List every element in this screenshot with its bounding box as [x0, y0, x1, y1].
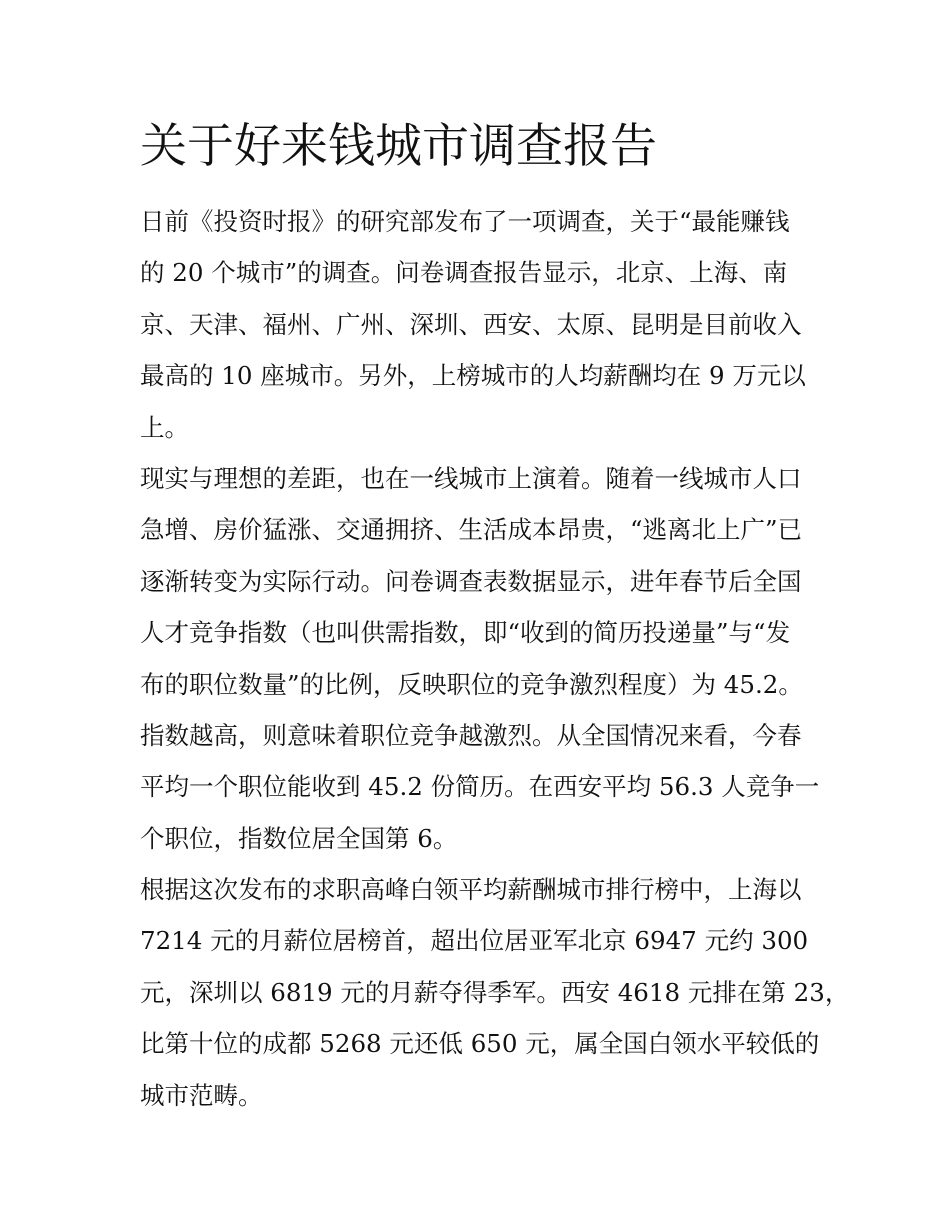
- paragraph-3-line-1: 根据这次发布的求职高峰白领平均薪酬城市排行榜中，上海以: [140, 875, 802, 905]
- document-title: 关于好来钱城市调查报告: [140, 119, 657, 174]
- paragraph-2-line-2: 急增、房价猛涨、交通拥挤、生活成本昂贵，“逃离北上广”已: [140, 515, 803, 545]
- paragraph-2-line-7: 平均一个职位能收到 45.2 份简历。在西安平均 56.3 人竞争一: [140, 772, 820, 802]
- paragraph-1-line-1: 日前《投资时报》的研究部发布了一项调查，关于“最能赚钱: [140, 207, 790, 236]
- paragraph-1-line-2: 的 20 个城市”的调查。问卷调查报告显示，北京、上海、南: [140, 258, 788, 288]
- paragraph-2-line-8: 个职位，指数位居全国第 6。: [140, 823, 458, 853]
- paragraph-2-line-3: 逐渐转变为实际行动。问卷调查表数据显示，进年春节后全国: [140, 566, 802, 596]
- paragraph-2-line-5: 布的职位数量”的比例，反映职位的竞争激烈程度）为 45.2。: [140, 669, 803, 699]
- paragraph-3-line-5: 城市范畴。: [140, 1080, 263, 1110]
- paragraph-2-line-4: 人才竞争指数（也叫供需指数，即“收到的简历投递量”与“发: [140, 618, 791, 648]
- paragraph-2-line-1: 现实与理想的差距，也在一线城市上演着。随着一线城市人口: [140, 463, 802, 493]
- paragraph-3-line-3: 元，深圳以 6819 元的月薪夺得季军。西安 4618 元排在第 23，: [140, 977, 850, 1007]
- paragraph-2-line-6: 指数越高，则意味着职位竞争越激烈。从全国情况来看，今春: [140, 720, 802, 750]
- paragraph-1-line-4: 最高的 10 座城市。另外，上榜城市的人均薪酬均在 9 万元以: [140, 361, 806, 391]
- paragraph-3-line-4: 比第十位的成都 5268 元还低 650 元，属全国白领水平较低的: [140, 1029, 820, 1059]
- paragraph-1-line-3: 京、天津、福州、广州、深圳、西安、太原、昆明是目前收入: [140, 309, 802, 339]
- paragraph-3-line-2: 7214 元的月薪位居榜首，超出位居亚军北京 6947 元约 300: [140, 926, 809, 956]
- document-body: [140, 196, 850, 1121]
- paragraph-1-line-5: 上。: [140, 412, 189, 442]
